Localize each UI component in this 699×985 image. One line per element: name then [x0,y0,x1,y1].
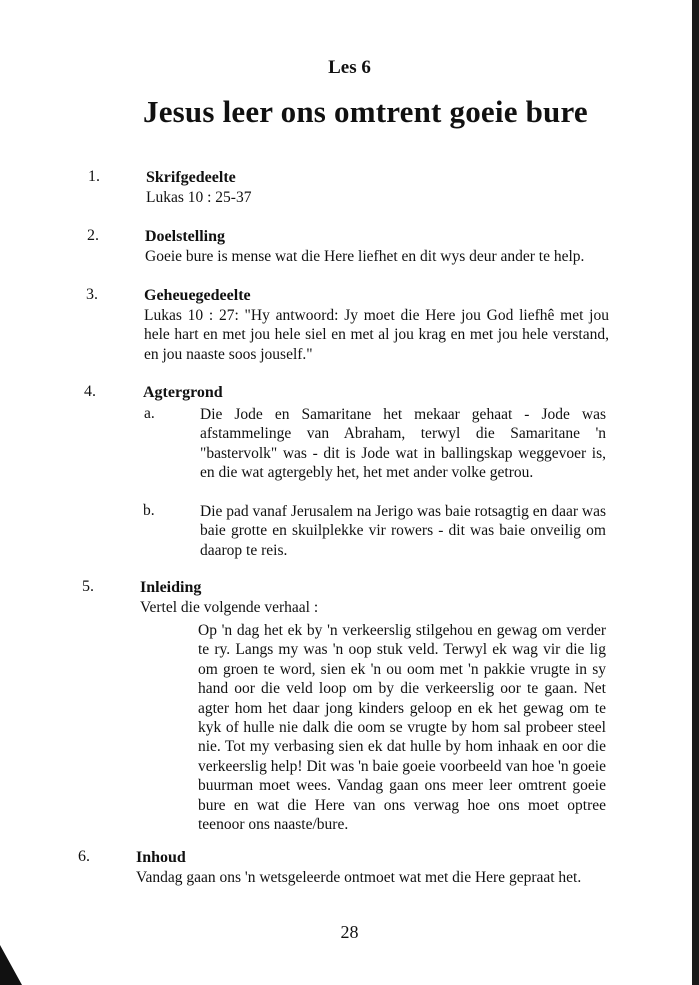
section-text: Lukas 10 : 25-37 [146,189,252,206]
section-geheuegedeelte [144,286,609,364]
section-number-5: 5. [82,578,94,595]
section-text: Lukas 10 : 27: "Hy antwoord: Jy moet die Here jou God liefhê met jou hele hart en met jou hele siel en met al jou krag en met jou hele verstand, en jou naaste soos jouself." [144,307,609,363]
section-heading: Inleiding [140,579,202,596]
section-intro: Vertel die volgende verhaal : [140,599,319,616]
background-item-b: Die pad vanaf Jerusalem na Jerigo was baie rotsagtig en daar was baie grotte en skuilplekke vir rowers - dit was baie onveilig om daarop te reis. [200,503,606,559]
section-heading: Agtergrond [143,384,223,401]
section-doelstelling [145,227,615,266]
section-inleiding [140,578,610,617]
section-number-6: 6. [78,848,90,865]
item-letter-b: b. [143,502,155,519]
section-number-2: 2. [87,227,99,244]
story-text: Op 'n dag het ek by 'n verkeerslig stilgehou en gewag om verder te ry. Langs my was 'n oop stuk veld. Terwyl ek wag vir die lig om groen te word, sien ek 'n ou oom met 'n pakkie vrugte in sy hand oor die veld loop om by die verkeerslig oor te gaan. Net agter hom het daar jong kinders geloop en ek het gewag om te kyk of hulle nie dalk die oom se vrugte by hom sal probeer steel nie. Tot my verbasing sien ek dat hulle by hom inhaak en oor die verkeerslig help! Dit was 'n baie goeie voorbeeld van hoe 'n goeie buurman moet wees. Vandag gaan ons meer leer omtrent goeie bure en wat die Here van ons verwag hoe ons moet optree teenoor ons naaste/bure. [198,622,607,834]
item-letter-a: a. [144,405,155,422]
section-inhoud [136,848,616,887]
background-item-a: Die Jode en Samaritane het mekaar gehaat - Jode was afstammelinge van Abraham, terwyl die Samaritane 'n "bastervolk" was - dit is Jode wat in ballingskap weggevoer is, en die wat agtergebly het, het met ander volke getrou. [200,406,606,482]
scan-corner [0,945,22,985]
section-heading: Geheuegedeelte [144,287,251,304]
section-number-1: 1. [88,168,100,185]
section-heading: Inhoud [136,849,186,866]
scan-edge [692,0,699,985]
section-heading: Doelstelling [145,228,225,245]
section-number-3: 3. [86,286,98,303]
page-title: Jesus leer ons omtrent goeie bure [143,94,588,129]
section-text: Goeie bure is mense wat die Here liefhet en dit wys deur ander te help. [145,248,585,265]
page-number: 28 [340,922,359,942]
section-heading: Skrifgedeelte [146,169,236,186]
section-text: Vandag gaan ons 'n wetsgeleerde ontmoet wat met die Here gepraat het. [136,869,582,886]
section-agtergrond [143,383,603,403]
lesson-label: Les 6 [328,57,371,78]
section-number-4: 4. [84,383,96,400]
section-skrifgedeelte [146,168,596,207]
